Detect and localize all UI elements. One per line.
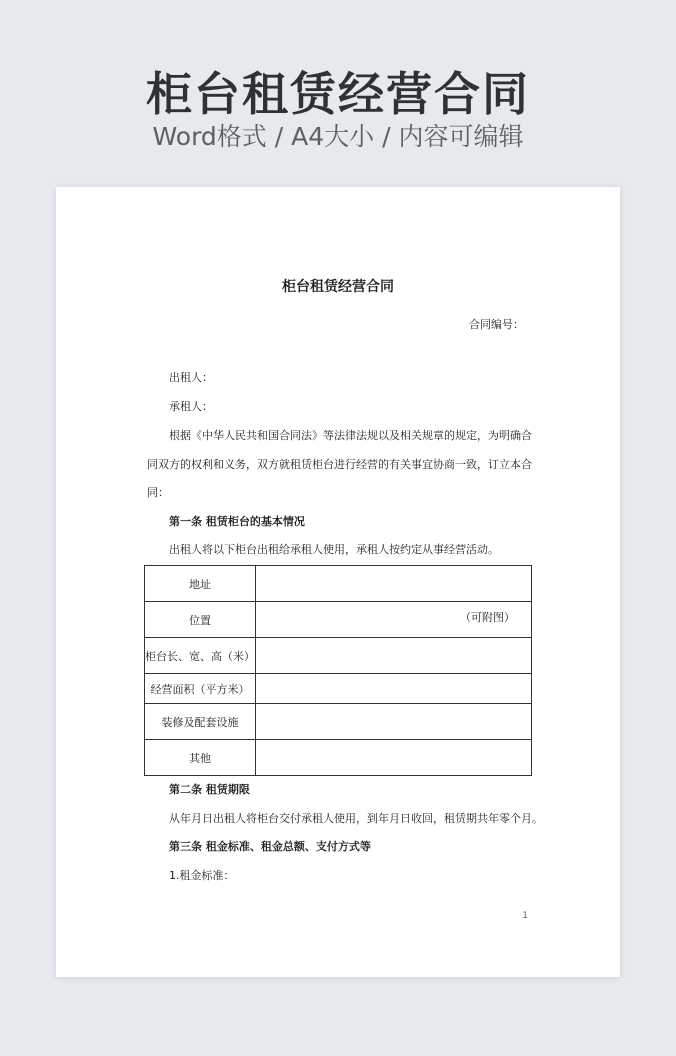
table-row [145,704,532,740]
table-value-area [256,674,532,704]
table-row [145,740,532,776]
table-value-address [256,566,532,602]
attach-map-note: （可附图） [460,611,515,624]
banner-title: 柜台租赁经营合同 [146,67,530,121]
article-1-title: 第一条 租赁柜台的基本情况 [169,515,305,528]
page-number: 1 [522,911,528,921]
rental-info-table [144,565,532,776]
contract-number-label: 合同编号： [469,318,524,331]
table-label-other: 其他 [145,740,256,776]
article-2-text: 从年月日出租人将柜台交付承租人使用，到年月日收回，租赁期共年零个月。 [169,812,543,825]
article-1-text: 出租人将以下柜台出租给承租人使用，承租人按约定从事经营活动。 [169,543,499,556]
preamble-line-2: 同双方的权利和义务，双方就租赁柜台进行经营的有关事宜协商一致，订立本合 [147,458,532,471]
article-3-title: 第三条 租金标准、租金总额、支付方式等 [169,840,371,853]
table-value-other [256,740,532,776]
table-label-area: 经营面积（平方米） [145,674,256,704]
table-label-address: 地址 [145,566,256,602]
table-row [145,566,532,602]
table-value-facilities [256,704,532,740]
table-row [145,674,532,704]
table-value-location [256,602,532,638]
table-row [145,638,532,674]
document-page [56,187,620,977]
lessor-label: 出租人： [169,371,213,384]
table-row [145,602,532,638]
table-label-location: 位置 [145,602,256,638]
article-3-item-1: 1.租金标准： [169,869,235,882]
banner-subtitle: Word格式 / A4大小 / 内容可编辑 [152,122,524,151]
article-2-title: 第二条 租赁期限 [169,783,250,796]
table-label-facilities: 装修及配套设施 [145,704,256,740]
preamble-line-3: 同： [147,486,169,499]
table-label-dimensions: 柜台长、宽、高（米） [145,638,256,674]
lessee-label: 承租人： [169,400,213,413]
table-value-dimensions [256,638,532,674]
document-title: 柜台租赁经营合同 [282,279,394,295]
preamble-line-1: 根据《中华人民共和国合同法》等法律法规以及相关规章的规定，为明确合 [169,429,532,442]
